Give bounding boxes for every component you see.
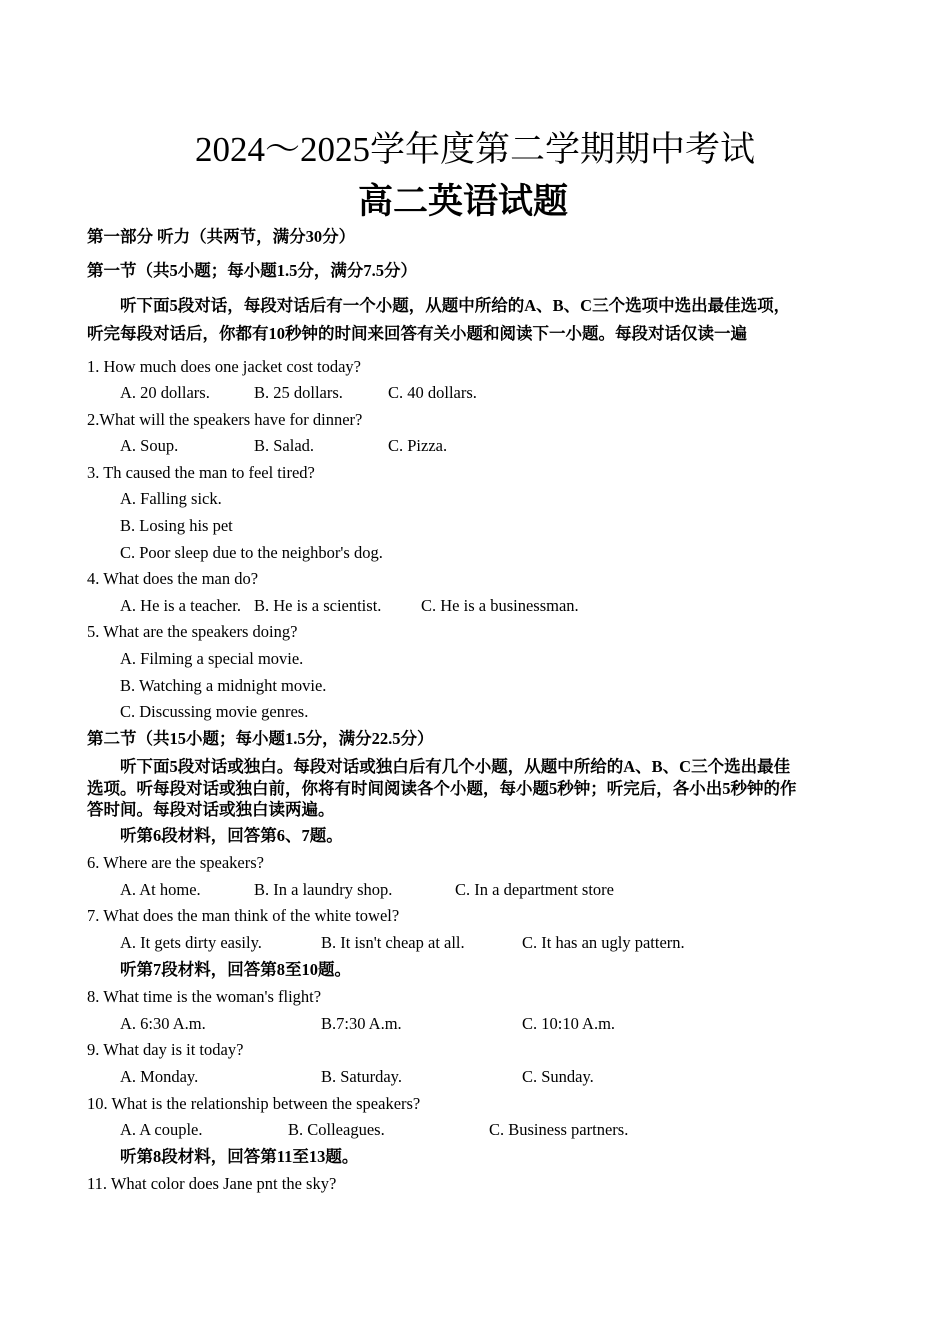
question-3-option-b: B. Losing his pet — [120, 516, 233, 535]
question-10-option-b: B. Colleagues. — [288, 1120, 385, 1139]
question-9-stem: 9. What day is it today? — [87, 1040, 244, 1059]
question-2-option-b: B. Salad. — [254, 436, 315, 455]
question-10-stem: 10. What is the relationship between the speakers? — [87, 1094, 421, 1113]
question-2-stem: 2.What will the speakers have for dinner? — [87, 410, 363, 429]
part1-heading: 第一部分 听力（共两节，满分30分） — [87, 227, 356, 246]
section2-instructions-line1: 听下面5段对话或独白。每段对话或独白后有几个小题，从题中所给的A、B、C三个选出最佳 — [120, 757, 791, 776]
question-9-option-c: C. Sunday. — [522, 1067, 594, 1086]
question-5-stem: 5. What are the speakers doing? — [87, 622, 298, 641]
question-2-option-c: C. Pizza. — [388, 436, 448, 455]
question-7-option-b: B. It isn't cheap at all. — [321, 933, 465, 952]
question-7-stem: 7. What does the man think of the white towel? — [87, 906, 400, 925]
section2-instructions-line2: 选项。听每段对话或独白前，你将有时间阅读各个小题，每小题5秒钟；听完后，各小出5秒钟的作 — [87, 779, 797, 798]
question-8-option-a: A. 6:30 A.m. — [120, 1014, 206, 1033]
question-4-option-a: A. He is a teacher. — [120, 596, 241, 615]
question-3-stem: 3. Th caused the man to feel tired? — [87, 463, 315, 482]
question-4-stem: 4. What does the man do? — [87, 569, 259, 588]
question-6-option-c: C. In a department store — [455, 880, 614, 899]
section1-instructions-line1: 听下面5段对话，每段对话后有一个小题，从题中所给的A、B、C三个选项中选出最佳选项， — [120, 296, 791, 315]
question-5-option-b: B. Watching a midnight movie. — [120, 676, 327, 695]
question-1-option-a: A. 20 dollars. — [120, 383, 210, 402]
question-8-option-b: B.7:30 A.m. — [321, 1014, 402, 1033]
question-3-option-a: A. Falling sick. — [120, 489, 222, 508]
section1-instructions-line2: 听完每段对话后，你都有10秒钟的时间来回答有关小题和阅读下一小题。每段对话仅读一遍 — [87, 324, 747, 343]
question-7-option-c: C. It has an ugly pattern. — [522, 933, 685, 952]
section2-heading: 第二节（共15小题；每小题1.5分，满分22.5分） — [87, 729, 434, 748]
material-6-heading: 听第6段材料，回答第6、7题。 — [120, 826, 343, 845]
question-1-option-c: C. 40 dollars. — [388, 383, 477, 402]
question-9-option-b: B. Saturday. — [321, 1067, 402, 1086]
question-4-option-c: C. He is a businessman. — [421, 596, 579, 615]
question-10-option-c: C. Business partners. — [489, 1120, 629, 1139]
section2-instructions-line3: 答时间。每段对话或独白读两遍。 — [87, 800, 335, 819]
question-3-option-c: C. Poor sleep due to the neighbor's dog. — [120, 543, 383, 562]
question-6-option-a: A. At home. — [120, 880, 201, 899]
exam-title: 2024～2025学年度第二学期期中考试 — [194, 130, 755, 169]
exam-subtitle: 高二英语试题 — [357, 182, 568, 221]
question-8-stem: 8. What time is the woman's flight? — [87, 987, 322, 1006]
section1-heading: 第一节（共5小题；每小题1.5分，满分7.5分） — [87, 261, 417, 280]
question-2-option-a: A. Soup. — [120, 436, 179, 455]
question-8-option-c: C. 10:10 A.m. — [522, 1014, 616, 1033]
question-10-option-a: A. A couple. — [120, 1120, 203, 1139]
question-9-option-a: A. Monday. — [120, 1067, 199, 1086]
question-6-option-b: B. In a laundry shop. — [254, 880, 393, 899]
material-7-heading: 听第7段材料，回答第8至10题。 — [120, 960, 351, 979]
material-8-heading: 听第8段材料，回答第11至13题。 — [120, 1147, 359, 1166]
question-4-option-b: B. He is a scientist. — [254, 596, 382, 615]
question-1-stem: 1. How much does one jacket cost today? — [87, 357, 362, 376]
question-1-option-b: B. 25 dollars. — [254, 383, 343, 402]
question-6-stem: 6. Where are the speakers? — [87, 853, 264, 872]
question-11-stem: 11. What color does Jane pnt the sky? — [87, 1174, 337, 1193]
question-7-option-a: A. It gets dirty easily. — [120, 933, 262, 952]
question-5-option-a: A. Filming a special movie. — [120, 649, 304, 668]
question-5-option-c: C. Discussing movie genres. — [120, 702, 309, 721]
